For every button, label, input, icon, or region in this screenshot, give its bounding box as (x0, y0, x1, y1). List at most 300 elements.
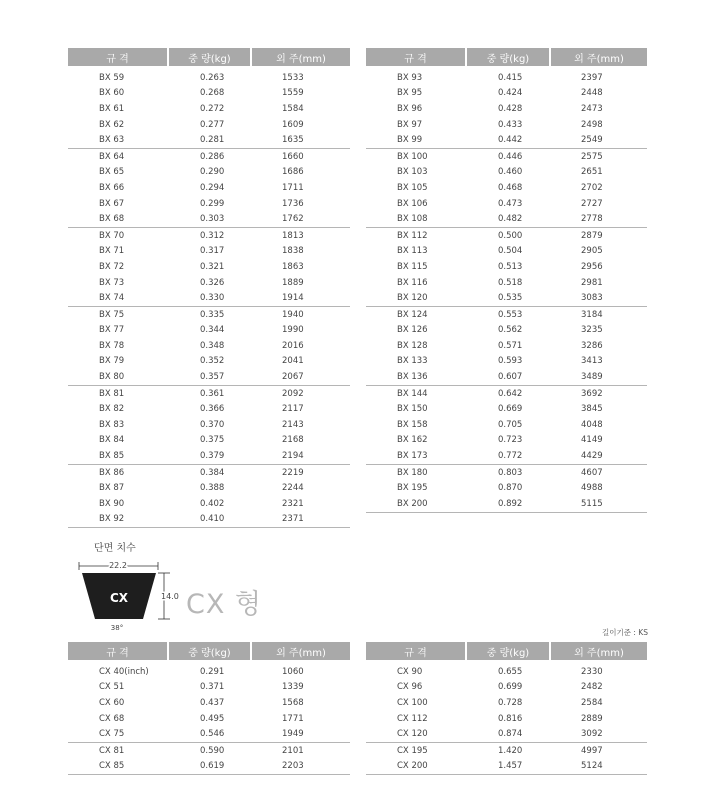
spec-cell: CX 100 (397, 697, 428, 708)
spec-cell: BX 100 (397, 151, 428, 162)
outer-cell: 2956 (581, 261, 603, 272)
weight-cell: 0.553 (498, 309, 523, 320)
weight-cell: 0.619 (168, 759, 251, 775)
spec-cell: BX 87 (99, 483, 125, 494)
spec-cell: BX 96 (397, 103, 423, 114)
table-row (68, 711, 350, 727)
table-row (366, 306, 647, 322)
outer-cell: 3235 (581, 325, 603, 336)
outer-cell: 2194 (251, 448, 350, 464)
weight-cell: 0.433 (498, 119, 523, 130)
table-row (68, 742, 350, 758)
table-row (366, 101, 647, 117)
weight-cell: 1.420 (498, 745, 523, 756)
header-spec: 규 격 (68, 642, 168, 660)
header-weight: 중 량(kg) (466, 642, 550, 660)
header-weight: 중 량(kg) (168, 48, 251, 66)
outer-cell: 4607 (581, 467, 603, 478)
outer-cell: 2448 (581, 88, 603, 99)
spec-cell: BX 61 (99, 103, 125, 114)
weight-cell: 0.518 (498, 277, 523, 288)
table-row (68, 275, 350, 291)
weight-cell: 0.728 (498, 697, 523, 708)
weight-cell: 0.352 (200, 356, 225, 367)
spec-cell: CX 112 (397, 713, 428, 724)
table-row (68, 196, 350, 212)
outer-cell: 2203 (251, 759, 350, 775)
table-row (366, 259, 647, 275)
outer-cell: 2397 (581, 72, 603, 83)
header-weight: 중 량(kg) (168, 642, 251, 660)
spec-cell: BX 115 (397, 261, 428, 272)
outer-cell: 1568 (282, 697, 304, 708)
table-row (68, 480, 350, 496)
spec-cell: BX 65 (99, 167, 125, 178)
outer-cell: 2117 (282, 404, 304, 415)
angle-value: 38° (110, 624, 124, 632)
table-row (366, 338, 647, 354)
table-row (68, 132, 350, 148)
outer-cell: 4429 (550, 448, 647, 464)
header-outer: 외 주(mm) (550, 48, 647, 66)
weight-cell: 0.437 (200, 697, 225, 708)
outer-cell: 3184 (581, 309, 603, 320)
table-row (68, 354, 350, 370)
weight-cell: 0.607 (466, 369, 550, 385)
weight-cell: 0.344 (200, 325, 225, 336)
table-row (366, 86, 647, 102)
outer-cell: 1660 (282, 151, 304, 162)
spec-cell: CX 96 (397, 682, 423, 693)
spec-cell: BX 124 (397, 309, 428, 320)
outer-cell: 2168 (282, 435, 304, 446)
spec-cell: BX 92 (68, 512, 168, 528)
weight-cell: 0.468 (498, 182, 523, 193)
outer-cell: 2482 (581, 682, 603, 693)
table-row (366, 660, 647, 680)
spec-cell: BX 116 (397, 277, 428, 288)
spec-cell: BX 67 (99, 198, 125, 209)
outer-cell: 3489 (550, 369, 647, 385)
table-row (68, 86, 350, 102)
weight-cell: 0.415 (498, 72, 523, 83)
outer-cell: 5115 (550, 496, 647, 512)
weight-cell: 0.291 (200, 666, 225, 677)
table-row (366, 275, 647, 291)
spec-cell: BX 84 (99, 435, 125, 446)
outer-cell: 1584 (282, 103, 304, 114)
table-row (366, 759, 647, 775)
table-row (366, 401, 647, 417)
table-row (366, 244, 647, 260)
spec-cell: BX 75 (99, 309, 125, 320)
outer-cell: 1914 (251, 290, 350, 306)
weight-cell: 0.593 (498, 356, 523, 367)
spec-cell: BX 60 (99, 88, 125, 99)
spec-cell: BX 86 (99, 467, 125, 478)
outer-cell: 2584 (581, 697, 603, 708)
table-row (68, 680, 350, 696)
spec-cell: BX 63 (68, 132, 168, 148)
table-row (68, 227, 350, 243)
header-spec: 규 격 (366, 642, 466, 660)
spec-cell: BX 200 (366, 496, 466, 512)
spec-cell: BX 97 (397, 119, 423, 130)
header-spec: 규 격 (68, 48, 168, 66)
table-row (366, 680, 647, 696)
length-standard-note: 길이기준 : KS (602, 628, 648, 637)
weight-cell: 0.335 (200, 309, 225, 320)
outer-cell: 1533 (282, 72, 304, 83)
weight-cell: 0.402 (200, 498, 225, 509)
spec-cell: CX 120 (366, 726, 466, 742)
spec-cell: CX 68 (99, 713, 125, 724)
table-row (68, 165, 350, 181)
table-row (68, 101, 350, 117)
table-row (68, 211, 350, 227)
table-row (68, 259, 350, 275)
table-row (68, 448, 350, 464)
table-row (366, 323, 647, 339)
header-outer: 외 주(mm) (251, 642, 350, 660)
spec-cell: BX 90 (99, 498, 125, 509)
weight-cell: 0.590 (200, 745, 225, 756)
table-row (366, 695, 647, 711)
bx-table-right (366, 48, 647, 513)
table-row (68, 726, 350, 742)
weight-cell: 0.442 (466, 132, 550, 148)
outer-cell: 3092 (550, 726, 647, 742)
weight-cell: 0.892 (466, 496, 550, 512)
spec-cell: BX 180 (397, 467, 428, 478)
spec-cell: BX 95 (397, 88, 423, 99)
weight-cell: 0.513 (498, 261, 523, 272)
spec-cell: BX 113 (397, 246, 428, 257)
table-row (366, 742, 647, 758)
outer-cell: 2651 (581, 167, 603, 178)
table-row (366, 711, 647, 727)
table-row (68, 385, 350, 401)
weight-cell: 0.303 (168, 211, 251, 227)
table-row (366, 132, 647, 148)
weight-cell: 0.874 (466, 726, 550, 742)
table-row (366, 290, 647, 306)
spec-cell: CX 200 (366, 759, 466, 775)
outer-cell: 1771 (282, 713, 304, 724)
outer-cell: 3083 (550, 290, 647, 306)
weight-cell: 0.699 (498, 682, 523, 693)
outer-cell: 1949 (251, 726, 350, 742)
spec-cell: BX 158 (397, 419, 428, 430)
weight-cell: 0.803 (498, 467, 523, 478)
outer-cell: 3845 (581, 404, 603, 415)
weight-cell: 0.473 (498, 198, 523, 209)
weight-cell: 0.286 (200, 151, 225, 162)
spec-cell: BX 70 (99, 230, 125, 241)
spec-cell: BX 80 (68, 369, 168, 385)
table-row (68, 290, 350, 306)
table-row (366, 66, 647, 86)
weight-cell: 0.375 (200, 435, 225, 446)
spec-cell: BX 103 (397, 167, 428, 178)
weight-cell: 0.326 (200, 277, 225, 288)
table-row (68, 512, 350, 528)
spec-cell: BX 66 (99, 182, 125, 193)
outer-cell: 2889 (581, 713, 603, 724)
spec-cell: BX 93 (397, 72, 423, 83)
outer-cell: 5124 (550, 759, 647, 775)
spec-cell: CX 81 (99, 745, 125, 756)
spec-cell: BX 162 (397, 435, 428, 446)
table-row (68, 433, 350, 449)
table-row (366, 196, 647, 212)
table-row (366, 165, 647, 181)
outer-cell: 1686 (282, 167, 304, 178)
weight-cell: 0.428 (498, 103, 523, 114)
outer-cell: 2143 (282, 419, 304, 430)
weight-cell: 0.562 (498, 325, 523, 336)
weight-cell: 0.870 (498, 483, 523, 494)
table-row (68, 148, 350, 164)
section-dimension-label: 단면 치수 (94, 543, 136, 554)
weight-cell: 0.816 (498, 713, 523, 724)
spec-cell: CX 60 (99, 697, 125, 708)
outer-cell: 4149 (581, 435, 603, 446)
width-value: 22.2 (109, 561, 127, 570)
spec-cell: BX 71 (99, 246, 125, 257)
weight-cell: 0.495 (200, 713, 225, 724)
weight-cell: 0.330 (168, 290, 251, 306)
spec-cell: BX 112 (397, 230, 428, 241)
outer-cell: 1940 (282, 309, 304, 320)
outer-cell: 2219 (282, 467, 304, 478)
table-row (366, 496, 647, 512)
outer-cell: 1762 (251, 211, 350, 227)
weight-cell: 0.410 (168, 512, 251, 528)
outer-cell: 4988 (581, 483, 603, 494)
table-row (68, 369, 350, 385)
outer-cell: 2727 (581, 198, 603, 209)
spec-cell: BX 78 (99, 340, 125, 351)
table-row (366, 726, 647, 742)
weight-cell: 0.317 (200, 246, 225, 257)
table-row (68, 66, 350, 86)
spec-cell: BX 108 (366, 211, 466, 227)
cx-table-right (366, 642, 647, 775)
outer-cell: 2321 (282, 498, 304, 509)
weight-cell: 0.357 (168, 369, 251, 385)
outer-cell: 1889 (282, 277, 304, 288)
weight-cell: 0.348 (200, 340, 225, 351)
header-outer: 외 주(mm) (251, 48, 350, 66)
weight-cell: 0.366 (200, 404, 225, 415)
outer-cell: 2905 (581, 246, 603, 257)
outer-cell: 2016 (282, 340, 304, 351)
table-row (68, 338, 350, 354)
table-row (68, 306, 350, 322)
table-row (366, 180, 647, 196)
weight-cell: 0.546 (168, 726, 251, 742)
weight-cell: 0.384 (200, 467, 225, 478)
outer-cell: 2067 (251, 369, 350, 385)
table-row (68, 464, 350, 480)
outer-cell: 2549 (550, 132, 647, 148)
outer-cell: 1635 (251, 132, 350, 148)
weight-cell: 0.723 (498, 435, 523, 446)
header-outer: 외 주(mm) (550, 642, 647, 660)
header-spec: 규 격 (366, 48, 466, 66)
spec-cell: BX 83 (99, 419, 125, 430)
weight-cell: 0.294 (200, 182, 225, 193)
profile-label: CX (109, 591, 129, 605)
table-row (68, 323, 350, 339)
outer-cell: 2371 (251, 512, 350, 528)
outer-cell: 3286 (581, 340, 603, 351)
weight-cell: 0.772 (466, 448, 550, 464)
weight-cell: 0.379 (168, 448, 251, 464)
weight-cell: 0.361 (200, 388, 225, 399)
outer-cell: 1736 (282, 198, 304, 209)
height-value: 14.0 (161, 592, 179, 601)
outer-cell: 1990 (282, 325, 304, 336)
spec-cell: BX 136 (366, 369, 466, 385)
spec-cell: CX 90 (397, 666, 423, 677)
outer-cell: 4048 (581, 419, 603, 430)
table-row (366, 417, 647, 433)
outer-cell: 2981 (581, 277, 603, 288)
weight-cell: 0.705 (498, 419, 523, 430)
table-row (366, 117, 647, 133)
cx-cross-section-diagram (70, 556, 185, 636)
spec-cell: BX 126 (397, 325, 428, 336)
table-row (68, 496, 350, 512)
outer-cell: 2473 (581, 103, 603, 114)
outer-cell: 1813 (282, 230, 304, 241)
table-row (68, 117, 350, 133)
weight-cell: 0.290 (200, 167, 225, 178)
table-row (366, 227, 647, 243)
cx-table-left (68, 642, 350, 775)
outer-cell: 1060 (282, 666, 304, 677)
table-row (68, 244, 350, 260)
weight-cell: 0.424 (498, 88, 523, 99)
weight-cell: 0.268 (200, 88, 225, 99)
spec-cell: BX 106 (397, 198, 428, 209)
spec-cell: BX 128 (397, 340, 428, 351)
header-weight: 중 량(kg) (466, 48, 550, 66)
table-row (366, 448, 647, 464)
weight-cell: 0.446 (498, 151, 523, 162)
spec-cell: CX 75 (68, 726, 168, 742)
weight-cell: 0.388 (200, 483, 225, 494)
spec-cell: BX 64 (99, 151, 125, 162)
table-row (366, 354, 647, 370)
weight-cell: 0.277 (200, 119, 225, 130)
outer-cell: 2330 (581, 666, 603, 677)
outer-cell: 3692 (581, 388, 603, 399)
outer-cell: 1339 (282, 682, 304, 693)
weight-cell: 0.371 (200, 682, 225, 693)
cx-type-title: CX 형 (186, 589, 263, 620)
weight-cell: 0.263 (200, 72, 225, 83)
weight-cell: 0.642 (498, 388, 523, 399)
spec-cell: BX 99 (366, 132, 466, 148)
weight-cell: 0.669 (498, 404, 523, 415)
weight-cell: 0.321 (200, 261, 225, 272)
spec-cell: BX 85 (68, 448, 168, 464)
weight-cell: 0.655 (498, 666, 523, 677)
spec-cell: BX 74 (68, 290, 168, 306)
weight-cell: 0.571 (498, 340, 523, 351)
spec-cell: BX 81 (99, 388, 125, 399)
weight-cell: 0.504 (498, 246, 523, 257)
table-row (68, 401, 350, 417)
table-row (68, 759, 350, 775)
outer-cell: 2879 (581, 230, 603, 241)
table-row (68, 695, 350, 711)
outer-cell: 1609 (282, 119, 304, 130)
bx-table-left (68, 48, 350, 528)
spec-cell: CX 85 (68, 759, 168, 775)
spec-cell: CX 40(inch) (99, 666, 149, 677)
outer-cell: 3413 (581, 356, 603, 367)
outer-cell: 2041 (282, 356, 304, 367)
spec-cell: BX 73 (99, 277, 125, 288)
table-row (68, 180, 350, 196)
weight-cell: 0.312 (200, 230, 225, 241)
outer-cell: 1711 (282, 182, 304, 193)
outer-cell: 1838 (282, 246, 304, 257)
spec-cell: CX 195 (397, 745, 428, 756)
spec-cell: BX 133 (397, 356, 428, 367)
spec-cell: BX 82 (99, 404, 125, 415)
table-row (366, 369, 647, 385)
weight-cell: 0.500 (498, 230, 523, 241)
weight-cell: 0.370 (200, 419, 225, 430)
outer-cell: 2498 (581, 119, 603, 130)
table-row (366, 385, 647, 401)
weight-cell: 0.272 (200, 103, 225, 114)
weight-cell: 0.281 (168, 132, 251, 148)
weight-cell: 0.535 (466, 290, 550, 306)
table-row (366, 433, 647, 449)
outer-cell: 2575 (581, 151, 603, 162)
outer-cell: 2702 (581, 182, 603, 193)
weight-cell: 0.299 (200, 198, 225, 209)
spec-cell: BX 195 (397, 483, 428, 494)
spec-cell: BX 105 (397, 182, 428, 193)
outer-cell: 2244 (282, 483, 304, 494)
outer-cell: 2092 (282, 388, 304, 399)
table-row (366, 480, 647, 496)
spec-cell: BX 120 (366, 290, 466, 306)
table-row (68, 660, 350, 680)
table-row (68, 417, 350, 433)
spec-cell: BX 79 (99, 356, 125, 367)
weight-cell: 0.482 (466, 211, 550, 227)
outer-cell: 2778 (550, 211, 647, 227)
spec-cell: CX 51 (99, 682, 125, 693)
spec-cell: BX 68 (68, 211, 168, 227)
outer-cell: 1559 (282, 88, 304, 99)
spec-cell: BX 144 (397, 388, 428, 399)
spec-cell: BX 150 (397, 404, 428, 415)
outer-cell: 2101 (282, 745, 304, 756)
spec-cell: BX 59 (99, 72, 125, 83)
table-row (366, 148, 647, 164)
spec-cell: BX 62 (99, 119, 125, 130)
outer-cell: 1863 (282, 261, 304, 272)
